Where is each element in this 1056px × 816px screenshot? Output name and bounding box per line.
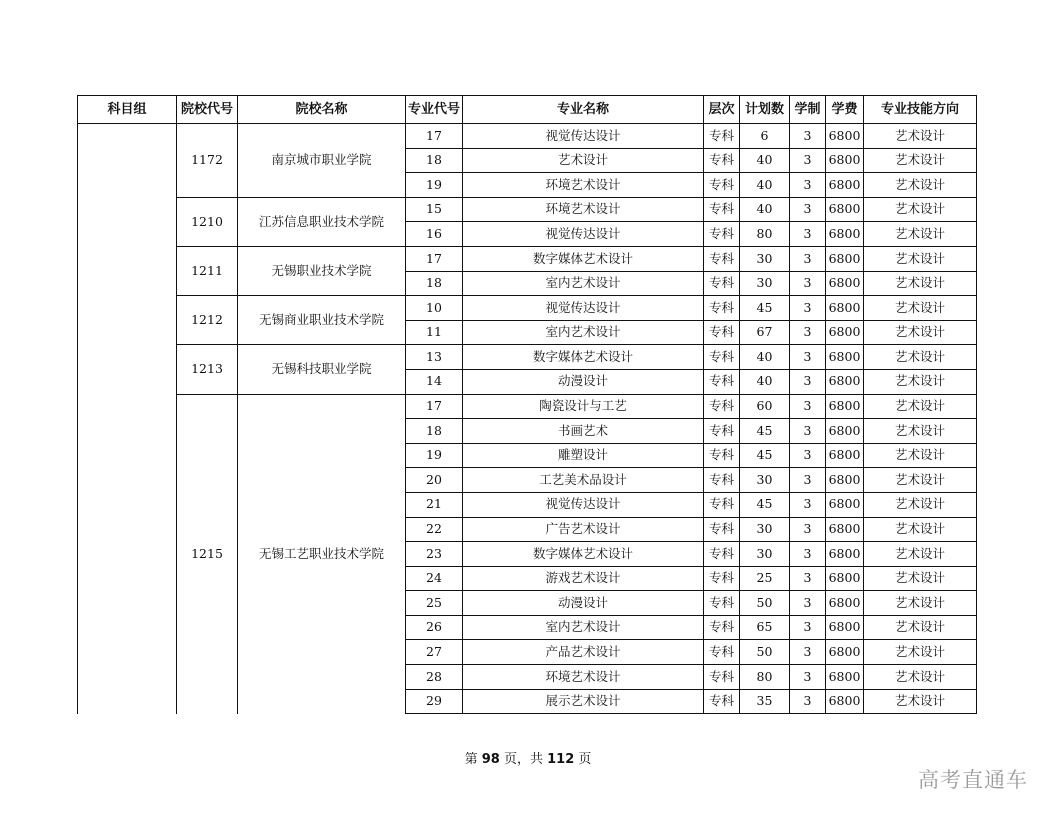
skill-direction-cell: 艺术设计 [864, 419, 977, 444]
major-code-cell: 18 [406, 419, 463, 444]
footer-middle: 页，共 [499, 752, 548, 767]
skill-direction-cell: 艺术设计 [864, 443, 977, 468]
school-code-cell: 1210 [177, 197, 238, 246]
major-name-cell: 展示艺术设计 [463, 689, 704, 714]
level-cell: 专科 [704, 689, 740, 714]
level-cell: 专科 [704, 517, 740, 542]
duration-cell: 3 [790, 492, 826, 517]
major-name-cell: 视觉传达设计 [463, 296, 704, 321]
major-code-cell: 15 [406, 197, 463, 222]
column-header: 科目组 [78, 96, 177, 124]
major-code-cell: 27 [406, 640, 463, 665]
major-name-cell: 动漫设计 [463, 369, 704, 394]
duration-cell: 3 [790, 173, 826, 198]
skill-direction-cell: 艺术设计 [864, 468, 977, 493]
duration-cell: 3 [790, 246, 826, 271]
major-name-cell: 环境艺术设计 [463, 665, 704, 690]
column-header: 计划数 [740, 96, 790, 124]
duration-cell: 3 [790, 271, 826, 296]
skill-direction-cell: 艺术设计 [864, 542, 977, 567]
tuition-cell: 6800 [826, 492, 864, 517]
level-cell: 专科 [704, 443, 740, 468]
plan-count-cell: 40 [740, 345, 790, 370]
table-row [78, 296, 977, 321]
skill-direction-cell: 艺术设计 [864, 640, 977, 665]
major-name-cell: 动漫设计 [463, 591, 704, 616]
duration-cell: 3 [790, 591, 826, 616]
plan-count-cell: 30 [740, 271, 790, 296]
major-name-cell: 工艺美术品设计 [463, 468, 704, 493]
plan-count-cell: 30 [740, 517, 790, 542]
plan-count-cell: 50 [740, 640, 790, 665]
tuition-cell: 6800 [826, 345, 864, 370]
major-name-cell: 雕塑设计 [463, 443, 704, 468]
footer-suffix: 页 [574, 752, 592, 767]
level-cell: 专科 [704, 542, 740, 567]
major-code-cell: 20 [406, 468, 463, 493]
tuition-cell: 6800 [826, 369, 864, 394]
skill-direction-cell: 艺术设计 [864, 665, 977, 690]
table-row [78, 394, 977, 419]
skill-direction-cell: 艺术设计 [864, 615, 977, 640]
plan-count-cell: 30 [740, 468, 790, 493]
major-name-cell: 室内艺术设计 [463, 320, 704, 345]
duration-cell: 3 [790, 640, 826, 665]
table-body [78, 124, 977, 714]
column-header: 院校名称 [238, 96, 406, 124]
plan-count-cell: 80 [740, 222, 790, 247]
duration-cell: 3 [790, 345, 826, 370]
major-code-cell: 19 [406, 173, 463, 198]
duration-cell: 3 [790, 443, 826, 468]
skill-direction-cell: 艺术设计 [864, 173, 977, 198]
major-code-cell: 13 [406, 345, 463, 370]
column-header: 学制 [790, 96, 826, 124]
tuition-cell: 6800 [826, 173, 864, 198]
level-cell: 专科 [704, 148, 740, 173]
school-name-cell: 南京城市职业学院 [238, 124, 406, 198]
level-cell: 专科 [704, 345, 740, 370]
level-cell: 专科 [704, 419, 740, 444]
major-code-cell: 22 [406, 517, 463, 542]
skill-direction-cell: 艺术设计 [864, 492, 977, 517]
tuition-cell: 6800 [826, 246, 864, 271]
tuition-cell: 6800 [826, 197, 864, 222]
duration-cell: 3 [790, 419, 826, 444]
major-name-cell: 艺术设计 [463, 148, 704, 173]
duration-cell: 3 [790, 296, 826, 321]
major-code-cell: 18 [406, 148, 463, 173]
table-header-row [78, 96, 977, 124]
major-code-cell: 16 [406, 222, 463, 247]
tuition-cell: 6800 [826, 591, 864, 616]
major-code-cell: 14 [406, 369, 463, 394]
major-code-cell: 21 [406, 492, 463, 517]
level-cell: 专科 [704, 615, 740, 640]
duration-cell: 3 [790, 542, 826, 567]
plan-count-cell: 45 [740, 492, 790, 517]
skill-direction-cell: 艺术设计 [864, 394, 977, 419]
tuition-cell: 6800 [826, 296, 864, 321]
major-name-cell: 广告艺术设计 [463, 517, 704, 542]
major-code-cell: 26 [406, 615, 463, 640]
plan-count-cell: 80 [740, 665, 790, 690]
skill-direction-cell: 艺术设计 [864, 320, 977, 345]
duration-cell: 3 [790, 394, 826, 419]
duration-cell: 3 [790, 320, 826, 345]
major-name-cell: 书画艺术 [463, 419, 704, 444]
skill-direction-cell: 艺术设计 [864, 591, 977, 616]
major-code-cell: 28 [406, 665, 463, 690]
school-code-cell: 1212 [177, 296, 238, 345]
table-row [78, 197, 977, 222]
table-row [78, 124, 977, 149]
tuition-cell: 6800 [826, 665, 864, 690]
tuition-cell: 6800 [826, 615, 864, 640]
skill-direction-cell: 艺术设计 [864, 148, 977, 173]
plan-count-cell: 45 [740, 296, 790, 321]
duration-cell: 3 [790, 369, 826, 394]
major-name-cell: 产品艺术设计 [463, 640, 704, 665]
plan-count-cell: 25 [740, 566, 790, 591]
tuition-cell: 6800 [826, 419, 864, 444]
column-header: 专业名称 [463, 96, 704, 124]
column-header: 专业技能方向 [864, 96, 977, 124]
column-header: 学费 [826, 96, 864, 124]
school-code-cell: 1213 [177, 345, 238, 394]
tuition-cell: 6800 [826, 443, 864, 468]
plan-count-cell: 30 [740, 542, 790, 567]
duration-cell: 3 [790, 197, 826, 222]
tuition-cell: 6800 [826, 640, 864, 665]
level-cell: 专科 [704, 246, 740, 271]
duration-cell: 3 [790, 689, 826, 714]
school-code-cell: 1172 [177, 124, 238, 198]
major-code-cell: 18 [406, 271, 463, 296]
duration-cell: 3 [790, 566, 826, 591]
major-code-cell: 17 [406, 124, 463, 149]
plan-count-cell: 40 [740, 369, 790, 394]
tuition-cell: 6800 [826, 124, 864, 149]
major-code-cell: 29 [406, 689, 463, 714]
subject-group-cell [78, 124, 177, 714]
plan-count-cell: 30 [740, 246, 790, 271]
watermark-text: 高考直通车 [918, 768, 1028, 792]
school-code-cell: 1215 [177, 394, 238, 714]
level-cell: 专科 [704, 222, 740, 247]
plan-count-cell: 67 [740, 320, 790, 345]
major-code-cell: 25 [406, 591, 463, 616]
skill-direction-cell: 艺术设计 [864, 271, 977, 296]
plan-count-cell: 60 [740, 394, 790, 419]
major-name-cell: 室内艺术设计 [463, 271, 704, 296]
duration-cell: 3 [790, 222, 826, 247]
current-page-number: 98 [481, 752, 500, 767]
level-cell: 专科 [704, 394, 740, 419]
tuition-cell: 6800 [826, 517, 864, 542]
major-name-cell: 视觉传达设计 [463, 124, 704, 149]
tuition-cell: 6800 [826, 468, 864, 493]
tuition-cell: 6800 [826, 689, 864, 714]
major-name-cell: 数字媒体艺术设计 [463, 246, 704, 271]
tuition-cell: 6800 [826, 542, 864, 567]
skill-direction-cell: 艺术设计 [864, 222, 977, 247]
tuition-cell: 6800 [826, 394, 864, 419]
level-cell: 专科 [704, 124, 740, 149]
plan-count-cell: 35 [740, 689, 790, 714]
skill-direction-cell: 艺术设计 [864, 197, 977, 222]
major-name-cell: 环境艺术设计 [463, 197, 704, 222]
plan-count-cell: 45 [740, 419, 790, 444]
duration-cell: 3 [790, 615, 826, 640]
school-code-cell: 1211 [177, 246, 238, 295]
level-cell: 专科 [704, 492, 740, 517]
plan-count-cell: 40 [740, 173, 790, 198]
tuition-cell: 6800 [826, 271, 864, 296]
major-code-cell: 19 [406, 443, 463, 468]
plan-count-cell: 45 [740, 443, 790, 468]
skill-direction-cell: 艺术设计 [864, 124, 977, 149]
level-cell: 专科 [704, 197, 740, 222]
plan-count-cell: 6 [740, 124, 790, 149]
column-header: 院校代号 [177, 96, 238, 124]
enrollment-plan-table [77, 95, 977, 714]
level-cell: 专科 [704, 271, 740, 296]
major-code-cell: 10 [406, 296, 463, 321]
duration-cell: 3 [790, 517, 826, 542]
level-cell: 专科 [704, 640, 740, 665]
table-row [78, 246, 977, 271]
level-cell: 专科 [704, 369, 740, 394]
major-name-cell: 视觉传达设计 [463, 222, 704, 247]
duration-cell: 3 [790, 124, 826, 149]
major-code-cell: 17 [406, 246, 463, 271]
major-code-cell: 17 [406, 394, 463, 419]
duration-cell: 3 [790, 665, 826, 690]
tuition-cell: 6800 [826, 148, 864, 173]
major-name-cell: 视觉传达设计 [463, 492, 704, 517]
level-cell: 专科 [704, 591, 740, 616]
total-page-number: 112 [547, 752, 575, 767]
column-header: 层次 [704, 96, 740, 124]
major-name-cell: 室内艺术设计 [463, 615, 704, 640]
page-footer [0, 748, 1056, 767]
duration-cell: 3 [790, 468, 826, 493]
skill-direction-cell: 艺术设计 [864, 517, 977, 542]
footer-prefix: 第 [464, 752, 482, 767]
major-code-cell: 24 [406, 566, 463, 591]
tuition-cell: 6800 [826, 320, 864, 345]
skill-direction-cell: 艺术设计 [864, 296, 977, 321]
skill-direction-cell: 艺术设计 [864, 566, 977, 591]
major-name-cell: 游戏艺术设计 [463, 566, 704, 591]
skill-direction-cell: 艺术设计 [864, 345, 977, 370]
plan-count-cell: 65 [740, 615, 790, 640]
level-cell: 专科 [704, 320, 740, 345]
table-row [78, 345, 977, 370]
skill-direction-cell: 艺术设计 [864, 369, 977, 394]
school-name-cell: 无锡职业技术学院 [238, 246, 406, 295]
major-name-cell: 环境艺术设计 [463, 173, 704, 198]
plan-count-cell: 40 [740, 148, 790, 173]
duration-cell: 3 [790, 148, 826, 173]
major-name-cell: 陶瓷设计与工艺 [463, 394, 704, 419]
level-cell: 专科 [704, 566, 740, 591]
school-name-cell: 无锡商业职业技术学院 [238, 296, 406, 345]
school-name-cell: 江苏信息职业技术学院 [238, 197, 406, 246]
skill-direction-cell: 艺术设计 [864, 689, 977, 714]
plan-count-cell: 40 [740, 197, 790, 222]
school-name-cell: 无锡科技职业学院 [238, 345, 406, 394]
major-name-cell: 数字媒体艺术设计 [463, 542, 704, 567]
skill-direction-cell: 艺术设计 [864, 246, 977, 271]
level-cell: 专科 [704, 665, 740, 690]
tuition-cell: 6800 [826, 566, 864, 591]
level-cell: 专科 [704, 173, 740, 198]
school-name-cell: 无锡工艺职业技术学院 [238, 394, 406, 714]
tuition-cell: 6800 [826, 222, 864, 247]
major-code-cell: 11 [406, 320, 463, 345]
major-name-cell: 数字媒体艺术设计 [463, 345, 704, 370]
column-header: 专业代号 [406, 96, 463, 124]
plan-count-cell: 50 [740, 591, 790, 616]
major-code-cell: 23 [406, 542, 463, 567]
level-cell: 专科 [704, 468, 740, 493]
level-cell: 专科 [704, 296, 740, 321]
